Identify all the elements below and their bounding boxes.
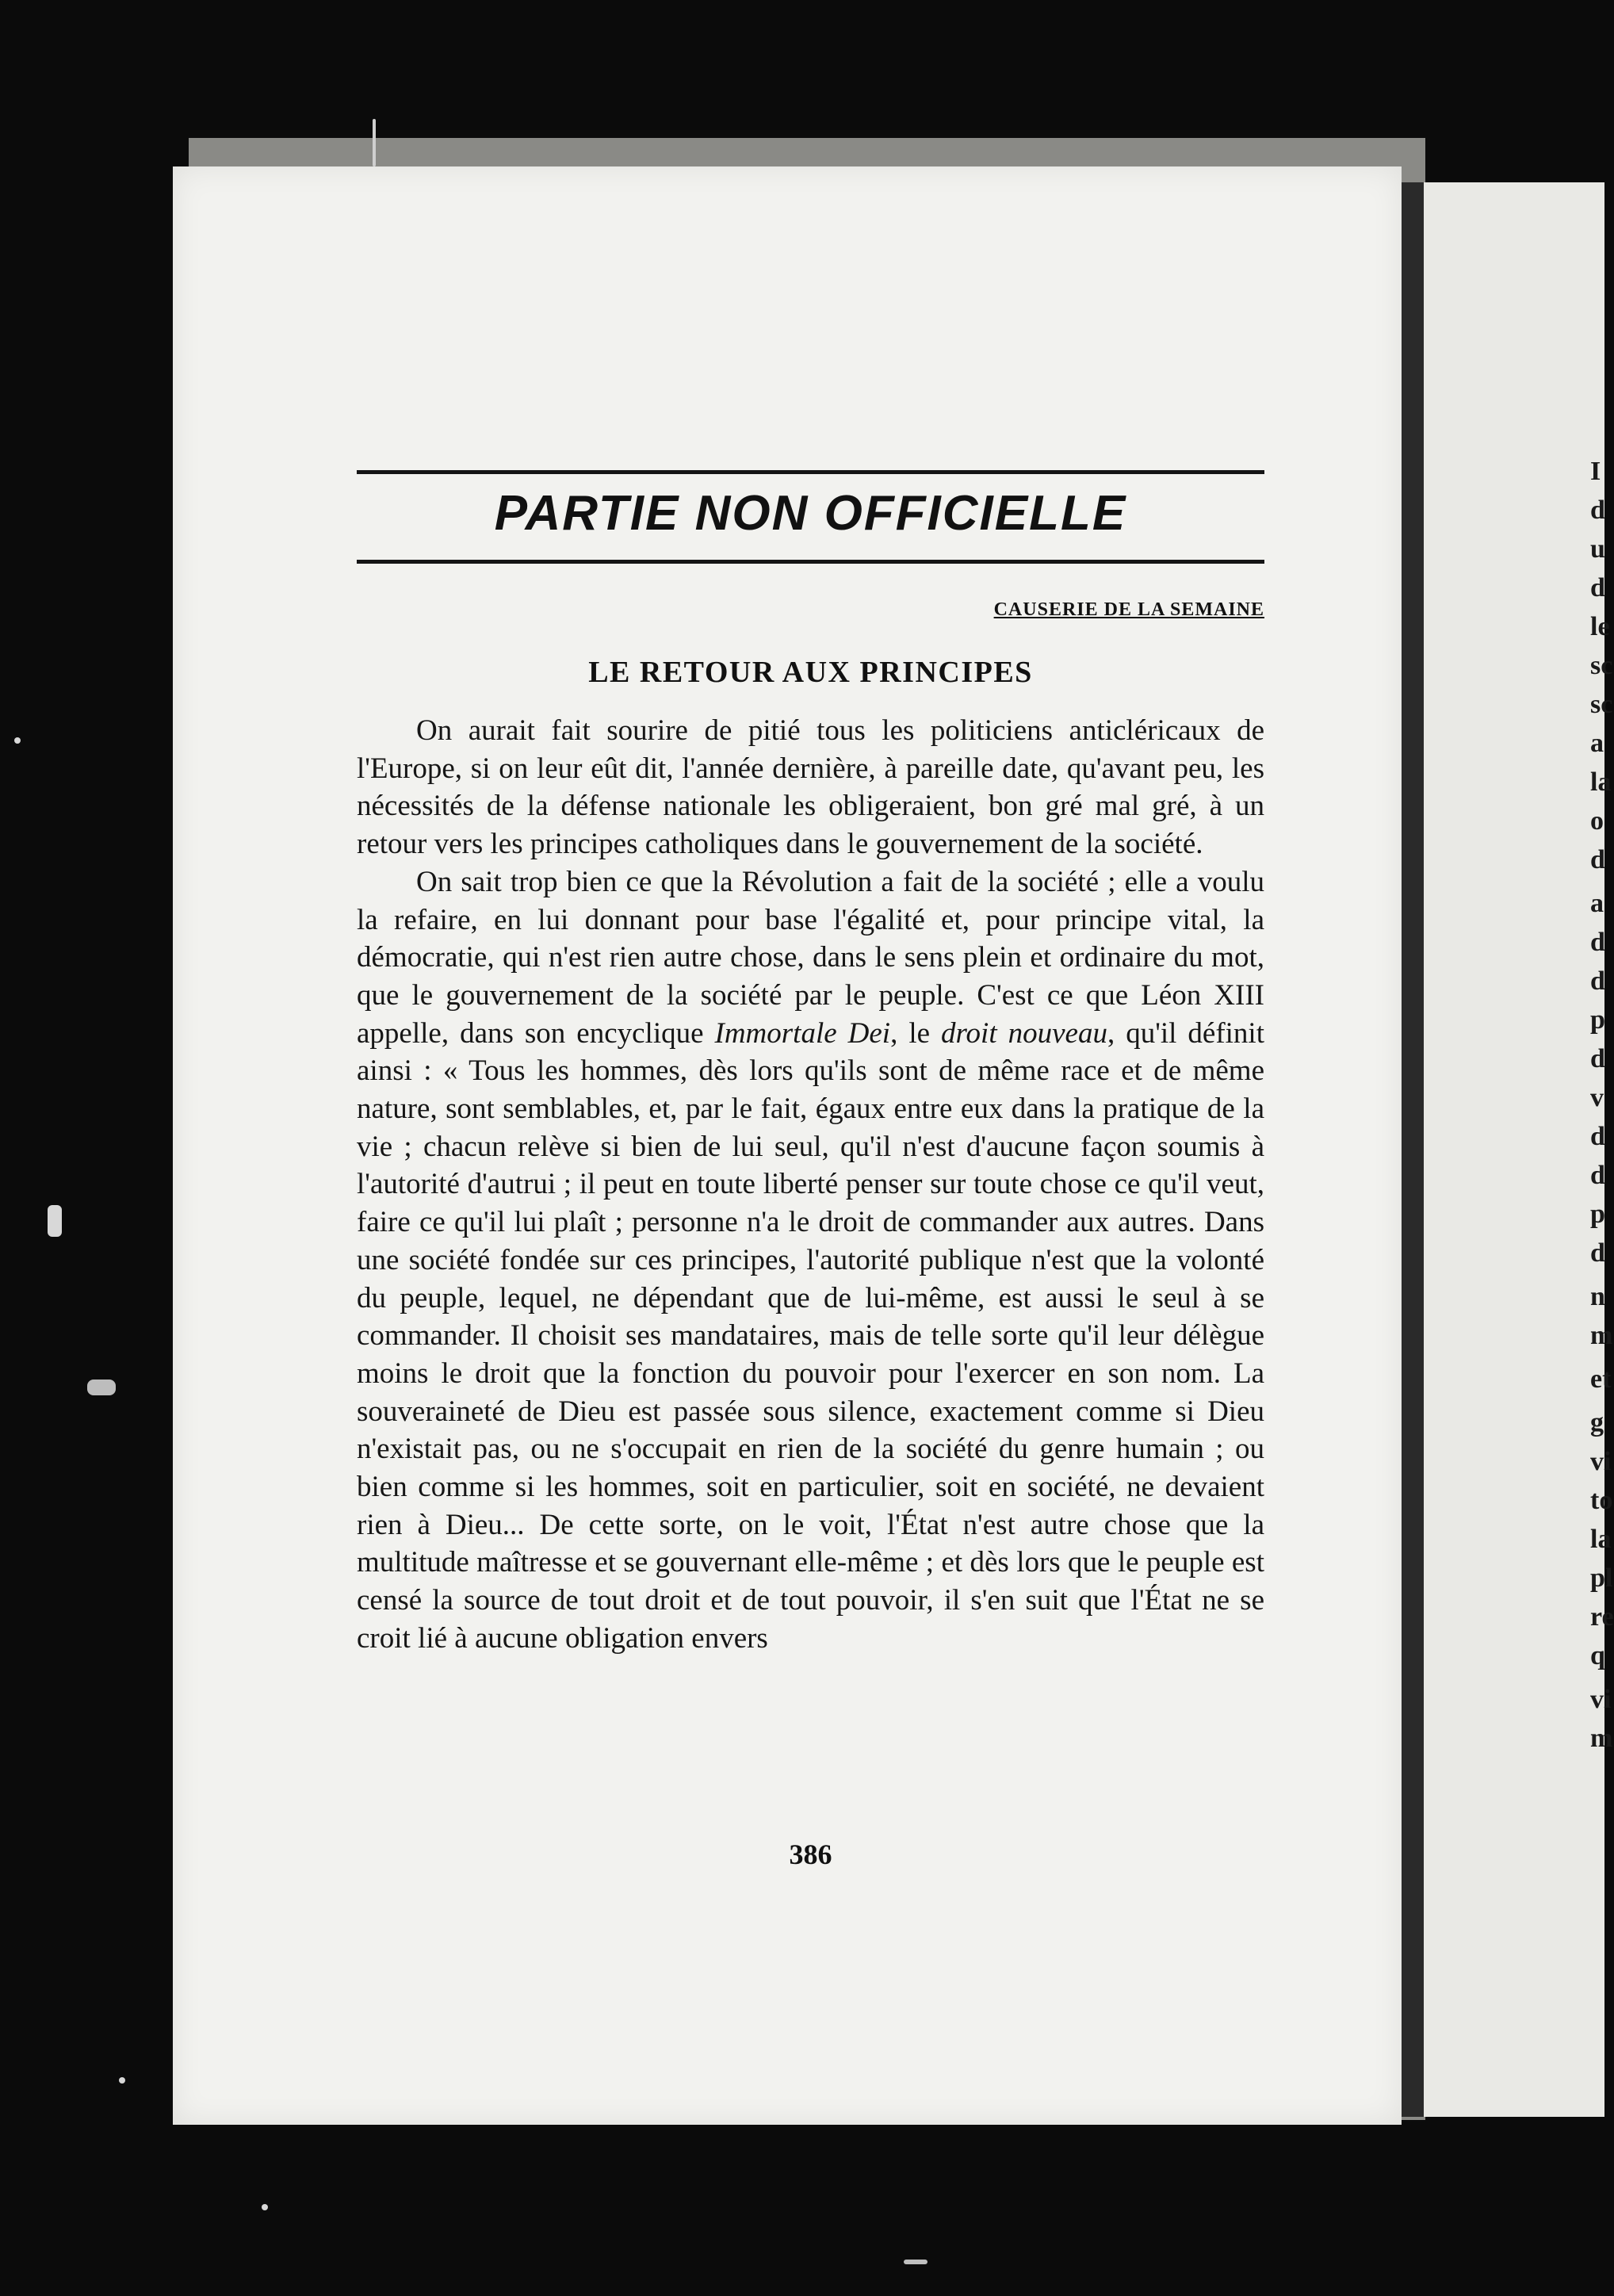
film-speck	[87, 1380, 116, 1395]
facing-letter: p	[1590, 1200, 1605, 1229]
facing-letter: p	[1590, 1005, 1605, 1035]
film-speck	[14, 737, 21, 744]
article-headline: LE RETOUR AUX PRINCIPES	[588, 656, 1033, 689]
top-rule	[357, 470, 1264, 474]
paragraph-2	[357, 863, 1264, 1658]
facing-letter: q	[1590, 1641, 1605, 1670]
facing-page-text	[1590, 452, 1614, 1758]
facing-letter: o	[1590, 806, 1604, 836]
facing-letter: la	[1590, 1525, 1612, 1554]
facing-letter: d	[1590, 845, 1605, 874]
facing-letter: a	[1590, 729, 1604, 758]
facing-letter: sc	[1590, 690, 1613, 719]
page-number: 386	[789, 1839, 832, 1870]
film-speck	[373, 119, 376, 166]
section-title: PARTIE NON OFFICIELLE	[494, 486, 1127, 541]
facing-letter: g	[1590, 1408, 1604, 1437]
bottom-rule	[357, 560, 1264, 564]
facing-letter: v	[1590, 1083, 1604, 1112]
droit-nouveau-term: droit nouveau	[941, 1016, 1107, 1050]
paragraph-1: On aurait fait sourire de pitié tous les politiciens anticléricaux de l'Europe, si on leur eût dit, l'année dernière, à pareille date, qu'avant peu, les nécessités de la défense nationale les obligeraient, bon gré mal gré, à un retour vers les principes catholiques dans le gouvernement de la société.	[357, 714, 1264, 861]
facing-letter: d	[1590, 1238, 1605, 1268]
facing-letter: pl	[1590, 1563, 1613, 1593]
facing-letter: u	[1590, 534, 1605, 564]
facing-letter: d	[1590, 1122, 1605, 1151]
film-speck	[904, 2260, 927, 2264]
facing-letter: I	[1590, 457, 1601, 486]
film-speck	[119, 2077, 125, 2084]
facing-letter: la	[1590, 767, 1612, 797]
encyclical-title: Immortale Dei	[714, 1016, 891, 1050]
facing-letter: d	[1590, 1161, 1605, 1190]
facing-letter: vi	[1590, 1685, 1612, 1714]
facing-letter: re	[1590, 1602, 1614, 1632]
facing-letter: sc	[1590, 651, 1613, 680]
facing-letter: m	[1590, 1321, 1613, 1350]
book-spine	[1402, 182, 1424, 2117]
facing-letter: le	[1590, 612, 1610, 641]
facing-letter: vi	[1590, 1447, 1612, 1476]
article-body	[357, 712, 1264, 1658]
film-speck	[48, 1205, 62, 1237]
facing-page	[1424, 182, 1604, 2117]
facing-letter: d	[1590, 496, 1605, 525]
film-speck	[262, 2204, 268, 2210]
facing-letter: to	[1590, 1486, 1613, 1515]
facing-letter: d	[1590, 1044, 1605, 1073]
facing-letter: n	[1590, 1282, 1605, 1311]
paragraph-2-text-3: , qu'il définit ainsi : « Tous les hommes, dès lors qu'ils sont de même race et de même nature, sont semblables, et, par le fait, égaux entre eux dans la pratique de la vie ; chacun relève si bien de lui seul, qu'il n'est d'aucune façon soumis à l'autorité d'autrui ; il peut en toute liberté penser sur toute chose ce qu'il veut, faire ce qu'il lui plaît ; personne n'a le droit de commander aux autres. Dans une société fondée sur ces principes, l'autorité publique n'est que la volonté du peuple, lequel, ne dépendant que de lui-même, est aussi le seul à se commander. Il choisit ses mandataires, mais de telle sorte qu'il leur délègue moins le droit que la fonction du pouvoir pour l'exercer en son nom. La souveraineté de Dieu est passée sous silence, exactement comme si Dieu n'existait pas, ou ne s'occupait en rien de la société du genre humain ; ou bien comme si les hommes, soit en particulier, soit en société, ne devaient rien à Dieu... De cette sorte, on le voit, l'État n'est autre chose que la multitude maîtresse et se gouvernant elle-même ; et dès lors que le peuple est censé la source de tout droit et de tout pouvoir, il s'en suit que l'État ne se croit lié à aucune obligation envers	[357, 1016, 1264, 1655]
facing-letter: d	[1590, 573, 1605, 603]
facing-letter: m	[1590, 1724, 1613, 1753]
paragraph-2-text-1: On sait trop bien ce que la Révolution a fait de la société ; elle a voulu la refaire, en lui donnant pour base l'égalité et, pour principe vital, la démocratie, qui n'est rien autre chose, dans le sens plein et ordinaire du mot, que le gouvernement de la société par le peuple. C'est ce que Léon XIII appelle, dans son encyclique	[357, 865, 1264, 1050]
facing-letter: d	[1590, 966, 1605, 996]
paragraph-2-text-2: , le	[890, 1016, 942, 1050]
facing-letter: a	[1590, 889, 1604, 918]
facing-letter: et	[1590, 1364, 1612, 1394]
column-kicker: CAUSERIE DE LA SEMAINE	[993, 599, 1264, 620]
facing-letter: d	[1590, 928, 1605, 957]
